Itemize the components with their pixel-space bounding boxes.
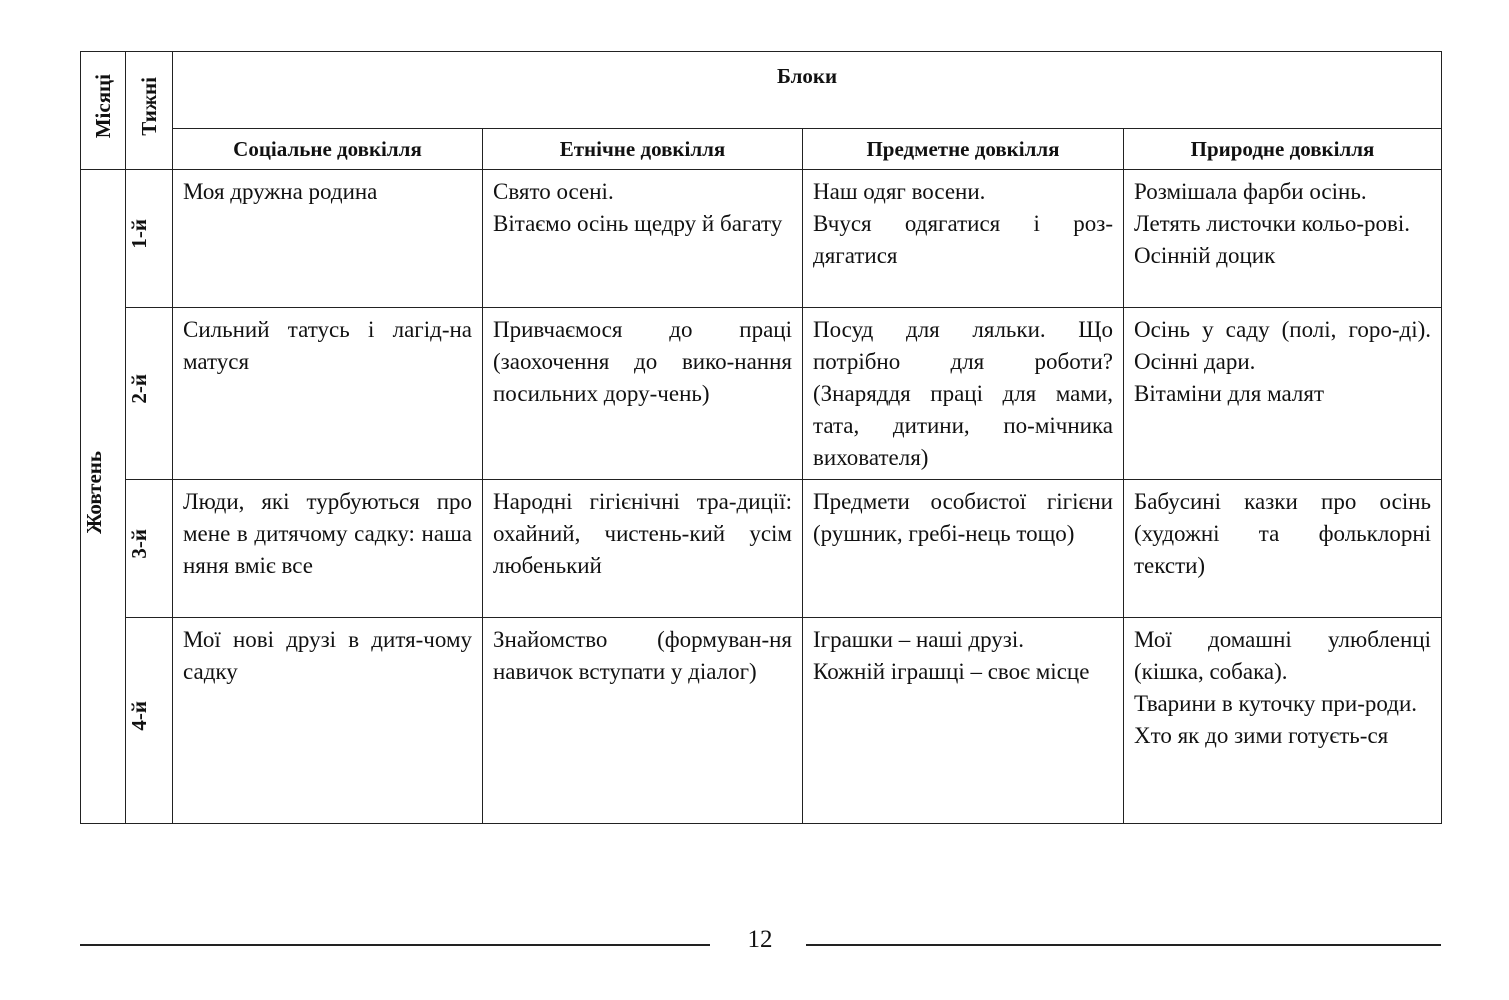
cell-text: Осінь у саду (полі, горо-ді). Осінні дари. — [1134, 317, 1432, 374]
cell-ethnic — [483, 480, 803, 618]
cell-text: Тварини в куточку при-роди. — [1134, 691, 1417, 716]
weeks-header-label: Тижні — [137, 76, 161, 136]
cell-text: Летять листочки кольо-рові. — [1134, 211, 1411, 236]
cell-text: Знайомство (формуван-ня навичок вступати у діалог) — [493, 627, 792, 684]
cell-nature — [1124, 480, 1442, 618]
week-label: 4-й — [127, 701, 151, 731]
cell-nature — [1124, 618, 1442, 824]
column-header-ethnic: Етнічне довкілля — [483, 129, 803, 170]
column-header-social: Соціальне довкілля — [173, 129, 483, 170]
cell-ethnic — [483, 170, 803, 308]
cell-text: Хто як до зими готуєть-ся — [1134, 723, 1389, 748]
cell-text: Вітаємо осінь щедру й багату — [493, 211, 783, 236]
blocks-header: Блоки — [173, 52, 1442, 129]
cell-text: Бабусині казки про осінь (художні та фольклорні тексти) — [1134, 489, 1432, 578]
week-label: 1-й — [127, 219, 151, 249]
cell-text: Предмети особистої гігієни (рушник, гребі-нець тощо) — [813, 489, 1113, 546]
footer-rule-right — [806, 944, 1441, 946]
cell-text: Посуд для ляльки. Що потрібно для роботи? (Знаряддя праці для мами, тата, дитини, по-мічника вихователя) — [813, 317, 1113, 470]
month-cell — [81, 170, 126, 824]
column-header-object: Предметне довкілля — [803, 129, 1124, 170]
cell-text: Моя дружна родина — [183, 179, 378, 204]
cell-text: Мої нові друзі в дитя-чому садку — [183, 627, 472, 684]
table-row — [81, 618, 1442, 824]
cell-social — [173, 170, 483, 308]
cell-text: Мої домашні улюбленці (кішка, собака). — [1134, 627, 1432, 684]
page-number: 12 — [747, 926, 773, 953]
cell-text: Розмішала фарби осінь. — [1134, 179, 1367, 204]
cell-text: Сильний татусь і лагід-на матуся — [183, 317, 472, 374]
cell-text: Народні гігієнічні тра-диції: охайний, чистень-кий усім любенький — [493, 489, 792, 578]
week-cell — [126, 308, 173, 480]
cell-text: Наш одяг восени. — [813, 179, 986, 204]
weeks-header — [126, 52, 173, 170]
week-label: 2-й — [127, 374, 151, 404]
cell-text: Привчаємося до праці (заохочення до вико-нання посильних дору-чень) — [493, 317, 792, 406]
table-body — [81, 170, 1442, 824]
week-cell — [126, 618, 173, 824]
cell-text: Люди, які турбуються про мене в дитячому садку: наша няня вміє все — [183, 489, 472, 578]
month-label: Жовтень — [82, 450, 106, 534]
months-header — [81, 52, 126, 170]
cell-text: Кожній іграшці – своє місце — [813, 659, 1090, 684]
cell-object — [803, 308, 1124, 480]
week-cell — [126, 170, 173, 308]
footer-rule-left — [80, 944, 710, 946]
cell-text: Іграшки – наші друзі. — [813, 627, 1024, 652]
cell-text: Вітаміни для малят — [1134, 381, 1325, 406]
cell-text: Осінній доцик — [1134, 243, 1276, 268]
cell-social — [173, 308, 483, 480]
table-row — [81, 170, 1442, 308]
cell-object — [803, 480, 1124, 618]
cell-text: Вчуся одягатися і роз-дягатися — [813, 211, 1113, 268]
cell-ethnic — [483, 618, 803, 824]
cell-nature — [1124, 170, 1442, 308]
week-label: 3-й — [127, 529, 151, 559]
cell-social — [173, 618, 483, 824]
cell-ethnic — [483, 308, 803, 480]
cell-object — [803, 170, 1124, 308]
table-row — [81, 480, 1442, 618]
curriculum-table — [80, 51, 1442, 824]
cell-text: Свято осені. — [493, 179, 614, 204]
table-row — [81, 308, 1442, 480]
column-header-nature: Природне довкілля — [1124, 129, 1442, 170]
week-cell — [126, 480, 173, 618]
cell-object — [803, 618, 1124, 824]
cell-nature — [1124, 308, 1442, 480]
cell-social — [173, 480, 483, 618]
months-header-label: Місяці — [91, 73, 115, 139]
